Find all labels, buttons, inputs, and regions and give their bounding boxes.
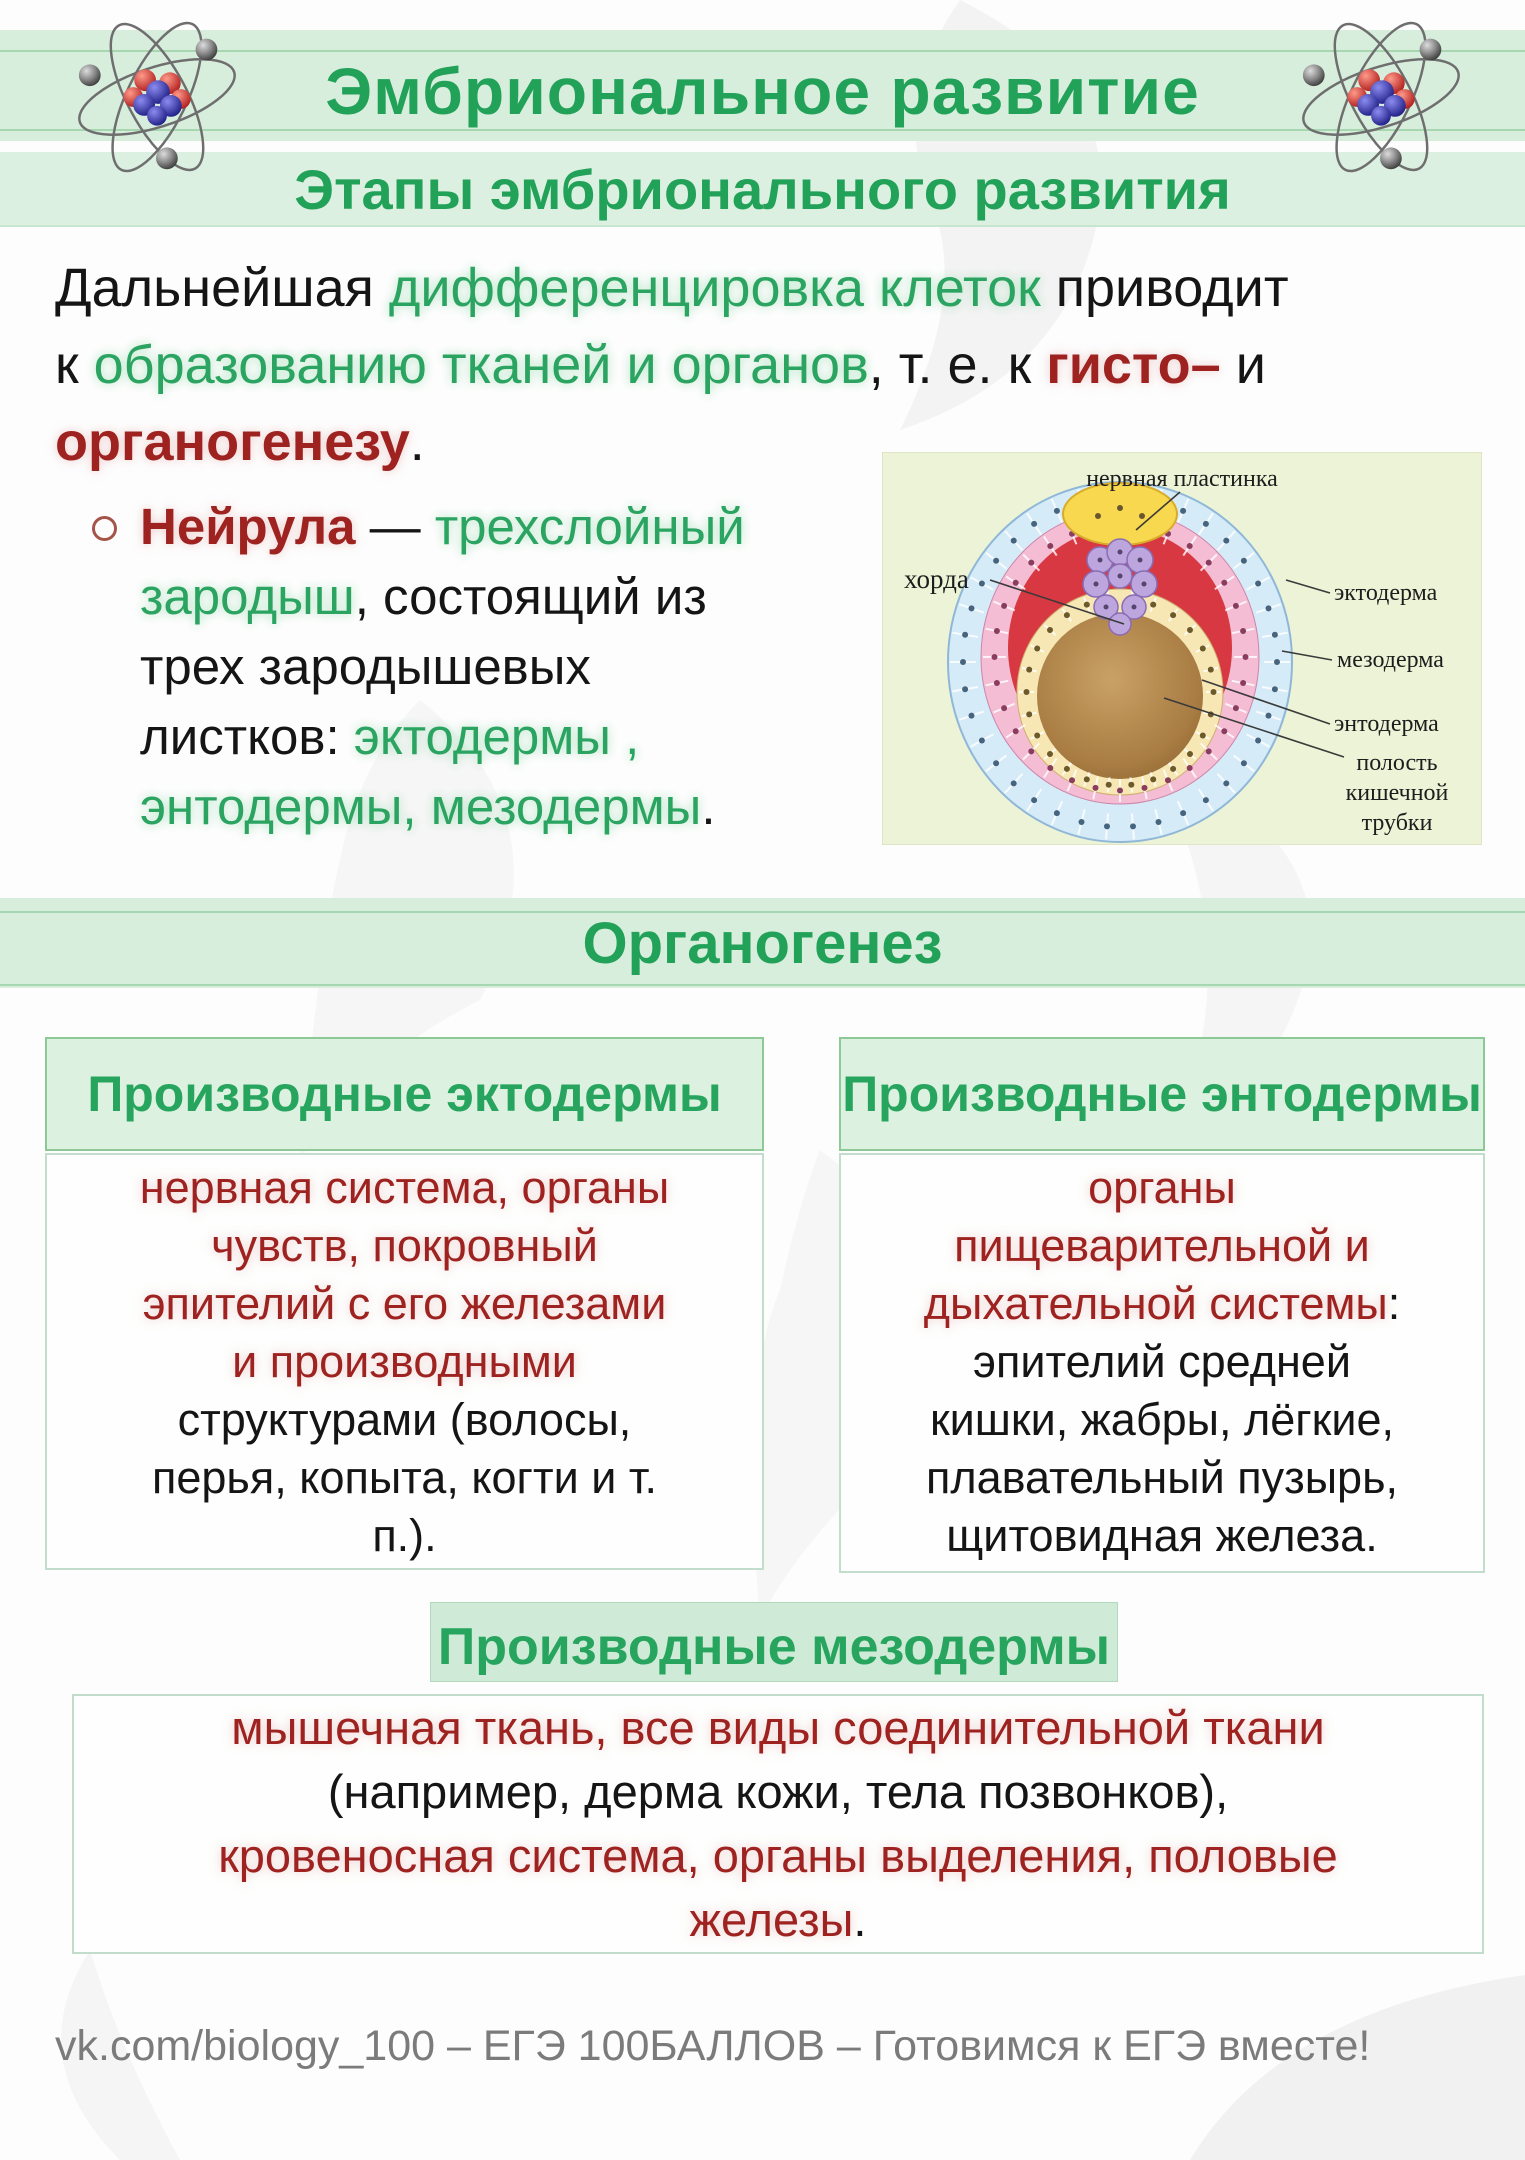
figure-label-cavity-line3: трубки <box>1361 810 1433 836</box>
figure-label-cavity-line2: кишечной <box>1345 780 1449 806</box>
bullet-text-segment: листков: <box>140 708 354 765</box>
intro-text-segment: гисто– <box>1046 335 1221 395</box>
bullet-text-segment: . <box>701 778 716 835</box>
banner-line <box>0 984 1525 986</box>
ectoderm-text-line: чувств, покровный <box>211 1220 598 1271</box>
mesoderm-body <box>72 1694 1484 1954</box>
term-neurula: Нейрула <box>140 498 356 555</box>
bullet-text <box>140 492 862 842</box>
ectoderm-text-line: эпителий с его железами <box>142 1278 667 1329</box>
intro-paragraph <box>55 250 1487 481</box>
bullet-text-segment: энтодермы, мезодермы <box>140 778 702 835</box>
bullet-text-segment: трехслойный <box>434 498 745 555</box>
gut-cavity <box>1037 613 1203 779</box>
endoderm-text-line: пищеварительной и <box>954 1220 1370 1271</box>
mesoderm-banner-label: Производные мезодермы <box>437 1618 1111 1676</box>
ectoderm-text-line: структурами (волосы, <box>177 1394 632 1445</box>
footer-credit: vk.com/biology_100 – ЕГЭ 100БАЛЛОВ – Готовимся к ЕГЭ вместе! <box>55 2022 1371 2070</box>
ectoderm-text-line: и производными <box>232 1336 577 1387</box>
intro-text-segment: образованию тканей и органов <box>93 335 869 395</box>
ectoderm-header-label: Производные эктодермы <box>87 1066 722 1122</box>
ectoderm-column-header <box>45 1037 764 1151</box>
intro-text-segment: . <box>409 412 425 472</box>
atom-icon-left <box>68 8 246 186</box>
mesoderm-banner <box>430 1602 1118 1682</box>
bullet-text-segment: зародыш <box>140 568 355 625</box>
mesoderm-text-line: мышечная ткань, все виды соединительной ткани <box>231 1701 1325 1754</box>
intro-text-segment: дифференцировка клеток <box>388 258 1041 318</box>
intro-text-segment: к <box>55 335 94 395</box>
endoderm-text-line: дыхательной системы <box>923 1278 1388 1329</box>
ectoderm-column-body <box>45 1153 764 1570</box>
ectoderm-text-line: нервная система, органы <box>139 1162 670 1213</box>
mesoderm-text-line: (например, дерма кожи, тела позвонков), <box>327 1765 1229 1818</box>
organogenesis-title: Органогенез <box>582 911 943 976</box>
page-subtitle: Этапы эмбрионального развития <box>294 158 1231 221</box>
endoderm-text-line: плавательный пузырь, <box>925 1452 1399 1503</box>
bullet-marker <box>92 516 117 541</box>
figure-label-cavity-line1: полость <box>1356 750 1438 776</box>
endoderm-text-line: щитовидная железа. <box>946 1510 1378 1561</box>
mesoderm-text-line: железы <box>689 1893 854 1946</box>
atom-icon-right <box>1292 8 1470 186</box>
endoderm-text-line: эпителий средней <box>973 1336 1351 1387</box>
figure-label-mesoderm: мезодерма <box>1337 647 1444 673</box>
intro-text-segment: органогенезу <box>55 412 410 472</box>
neurula-figure <box>882 452 1482 845</box>
page-title: Эмбриональное развитие <box>325 54 1200 128</box>
figure-label-ectoderm: эктодерма <box>1334 580 1438 606</box>
bullet-item-neurula <box>92 492 862 842</box>
mesoderm-text-line: кровеносная система, органы выделения, половые <box>218 1829 1338 1882</box>
endoderm-text-line: кишки, жабры, лёгкие, <box>929 1394 1395 1445</box>
endoderm-text-line: : <box>1387 1278 1401 1329</box>
endoderm-column-body <box>839 1153 1485 1573</box>
bullet-text-segment: трех зародышевых <box>140 638 591 695</box>
intro-text-segment: , т. е. к <box>868 335 1047 395</box>
bullet-text-segment: , состоящий из <box>354 568 707 625</box>
intro-text-segment: и <box>1220 335 1266 395</box>
endoderm-header-label: Производные энтодермы <box>842 1066 1482 1122</box>
intro-text-segment: приводит <box>1040 258 1289 318</box>
intro-text-segment: Дальнейшая <box>55 258 389 318</box>
bullet-text-segment: эктодермы , <box>353 708 640 765</box>
ectoderm-text-line: п.). <box>372 1510 437 1561</box>
neural-plate <box>1063 483 1177 545</box>
ectoderm-text-line: перья, копыта, когти и т. <box>152 1452 657 1503</box>
figure-label-chord: хорда <box>904 564 969 594</box>
endoderm-column-header <box>839 1037 1485 1151</box>
figure-label-neural-plate: нервная пластинка <box>1086 466 1278 492</box>
endoderm-text-line: органы <box>1088 1162 1236 1213</box>
mesoderm-text-line: . <box>853 1893 867 1946</box>
figure-label-endoderm: энтодерма <box>1334 711 1439 737</box>
bullet-text-segment: — <box>355 498 435 555</box>
